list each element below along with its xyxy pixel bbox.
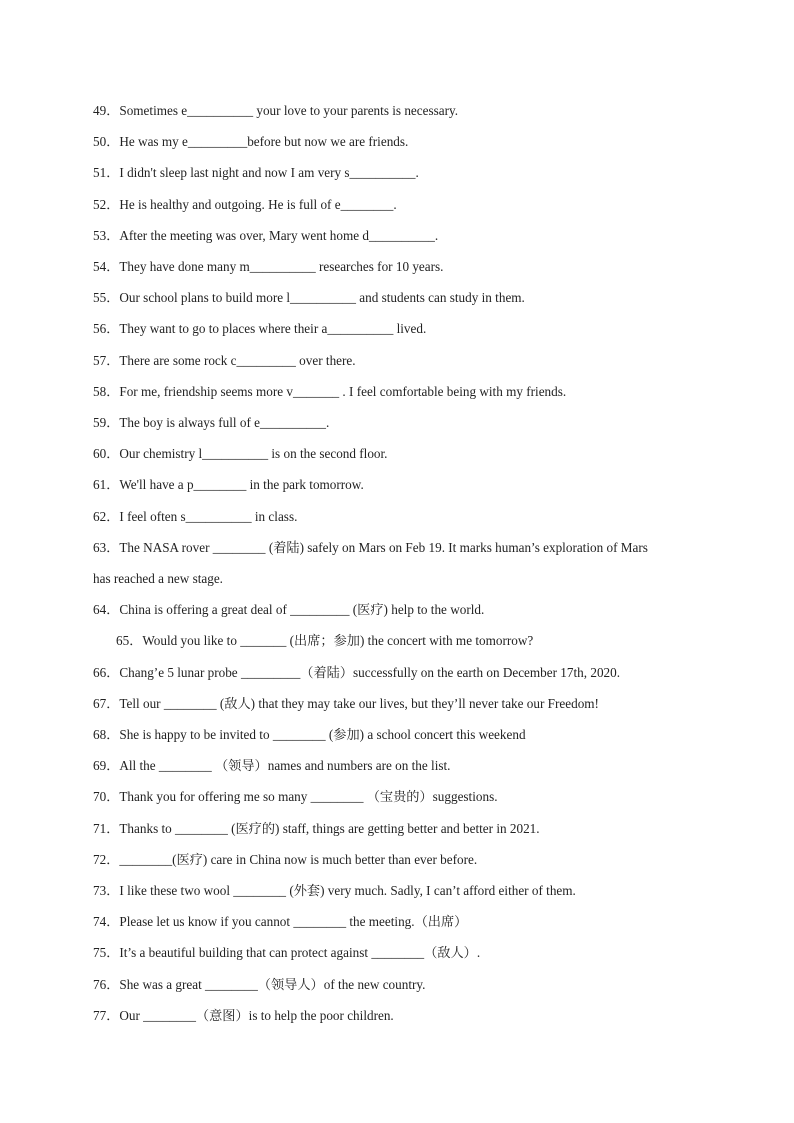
question-60: 60．Our chemistry l__________ is on the second floor.	[93, 446, 388, 461]
question-57: 57．There are some rock c_________ over there.	[93, 353, 356, 368]
question-68: 68．She is happy to be invited to ________ (参加) a school concert this weekend	[93, 727, 526, 742]
question-55: 55．Our school plans to build more l__________ and students can study in them.	[93, 290, 525, 305]
question-72: 72．________(医疗) care in China now is much better than ever before.	[93, 852, 478, 867]
question-54: 54．They have done many m__________ researches for 10 years.	[93, 259, 444, 274]
question-76: 76．She was a great ________（领导人）of the new country.	[93, 977, 426, 992]
question-56: 56．They want to go to places where their a__________ lived.	[93, 321, 427, 336]
question-75: 75．It’s a beautiful building that can protect against ________（敌人）.	[93, 945, 481, 960]
question-64: 64．China is offering a great deal of _________ (医疗) help to the world.	[93, 602, 485, 617]
question-73: 73．I like these two wool ________ (外套) very much. Sadly, I can’t afford either of them.	[93, 883, 576, 898]
question-63: 63．The NASA rover ________ (着陆) safely on Mars on Feb 19. It marks human’s exploration of Mars	[93, 540, 648, 555]
question-69: 69．All the ________ （领导）names and numbers are on the list.	[93, 758, 451, 773]
question-65: 65．Would you like to _______ (出席；参加) the concert with me tomorrow?	[116, 633, 534, 648]
question-53: 53．After the meeting was over, Mary went home d__________.	[93, 228, 439, 243]
question-67: 67．Tell our ________ (敌人) that they may take our lives, but they’ll never take our Freedom!	[93, 696, 599, 711]
question-51: 51．I didn't sleep last night and now I am very s__________.	[93, 165, 419, 180]
question-59: 59．The boy is always full of e__________.	[93, 415, 330, 430]
question-71: 71．Thanks to ________ (医疗的) staff, things are getting better and better in 2021.	[93, 821, 540, 836]
question-49: 49．Sometimes e__________ your love to your parents is necessary.	[93, 103, 459, 118]
question-63-continuation: has reached a new stage.	[93, 571, 223, 586]
question-66: 66．Chang’e 5 lunar probe _________（着陆）successfully on the earth on December 17th, 2020.	[93, 665, 621, 680]
question-74: 74．Please let us know if you cannot ________ the meeting.（出席）	[93, 914, 468, 929]
question-61: 61．We'll have a p________ in the park tomorrow.	[93, 477, 364, 492]
question-58: 58．For me, friendship seems more v_______ . I feel comfortable being with my friends.	[93, 384, 567, 399]
question-70: 70．Thank you for offering me so many ________ （宝贵的）suggestions.	[93, 789, 498, 804]
question-50: 50．He was my e_________before but now we are friends.	[93, 134, 409, 149]
question-52: 52．He is healthy and outgoing. He is full of e________.	[93, 197, 397, 212]
question-77: 77．Our ________（意图）is to help the poor children.	[93, 1008, 394, 1023]
question-62: 62．I feel often s__________ in class.	[93, 509, 298, 524]
